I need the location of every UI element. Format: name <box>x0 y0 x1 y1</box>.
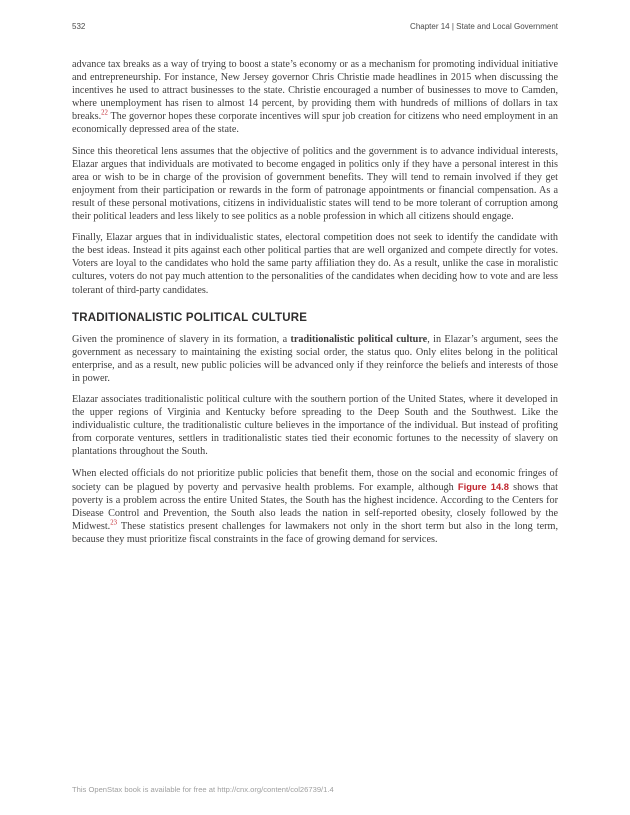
paragraph-electoral-competition <box>72 231 558 296</box>
paragraph-tax-breaks <box>72 58 558 137</box>
figure-14-8-link[interactable]: Figure 14.8 <box>457 480 509 492</box>
page-number: 532 <box>72 22 86 31</box>
footnote-ref-23[interactable]: 23 <box>110 519 117 527</box>
paragraph-text: shows that poverty is a problem across the entire United States, the South has the highest incidence. According to the Centers for Disease Control and Prevention, the South also leads the nation in self-reported obesity, closely followed by the Midwest. <box>72 481 559 532</box>
paragraph-text: The governor hopes these corporate incentives will spur job creation for citizens who need employment in an economically depressed area of the state. <box>72 111 558 136</box>
paragraph-slavery-formation <box>72 333 558 385</box>
paragraph-text: , in Elazar’s argument, sees the government as necessary to maintaining the existing social order, the status quo. Only elites belong in the political enterprise, and as a result, new public policies will be advanced only if they reinforce the beliefs and interests of those in power. <box>72 333 558 384</box>
page-body <box>72 58 558 554</box>
footer-text: This OpenStax book is available for free at http://cnx.org/content/col26739/1.4 <box>72 785 334 794</box>
page-header <box>72 22 558 31</box>
paragraph-text: Finally, Elazar argues that in individualistic states, electoral competition does not seek to identify the candidate with the best ideas. Instead it pits against each other political parties that are well organized and compete directly for votes. Voters are loyal to the candidates who hold the same party affiliation they do. As a result, unlike the case in moralistic cultures, voters do not pay much attention to the personalities of the candidates when deciding how to vote and are less tolerant of third-party candidates. <box>72 232 558 296</box>
footnote-ref-22[interactable]: 22 <box>101 109 108 117</box>
paragraph-text: Given the prominence of slavery in its formation, a <box>72 333 291 345</box>
paragraph-text: When elected officials do not prioritize public policies that benefit them, those on the social and economic fringes of society can be plagued by poverty and pervasive health problems. For example, although <box>72 467 558 493</box>
paragraph-text: Elazar associates traditionalistic political culture with the southern portion of the United States, where it developed in the upper regions of Virginia and Kentucky before spreading to the Deep South and the Southwest. Like the individualistic culture, the traditionalistic culture believes in the importance of the individual. But instead of profiting from corporate ventures, settlers in traditionalistic states tied their economic fortunes to the necessity of slavery on plantations throughout the South. <box>72 394 558 458</box>
paragraph-southern-portion <box>72 393 558 458</box>
chapter-title: Chapter 14 | State and Local Government <box>410 22 558 31</box>
paragraph-text: These statistics present challenges for lawmakers not only in the short term but also in the long term, because they must prioritize fiscal constraints in the face of growing demand for services. <box>72 520 558 545</box>
section-heading: TRADITIONALISTIC POLITICAL CULTURE <box>72 311 308 324</box>
paragraph-elected-officials <box>72 467 558 547</box>
key-term-traditionalistic-political-culture: traditionalistic political culture <box>290 333 428 345</box>
paragraph-text: advance tax breaks as a way of trying to boost a state’s economy or as a mechanism for promoting individual initiative and entrepreneurship. For instance, New Jersey governor Chris Christie made headlines in 2015 when discussing the incentives he used to attract businesses to the state. Christie encouraged a number of businesses to move to Camden, where unemployment has risen to almost 14 percent, by providing them with hundreds of millions of dollars in tax breaks. <box>72 59 558 123</box>
page-footer <box>72 785 558 815</box>
paragraph-text: Since this theoretical lens assumes that the objective of politics and the government is to advance individual interests, Elazar argues that individuals are motivated to become engaged in politics only if they have a personal interest in this area or wish to be in charge of the provision of government benefits. They will tend to remain involved if they get enjoyment from their participation or rewards in the form of patronage appointments or financial compensation. As a result of these personal motivations, citizens in individualistic states will tend to be more tolerant of corruption among their political leaders and less likely to see politics as a noble profession in which all citizens should engage. <box>72 145 558 223</box>
paragraph-theoretical-lens <box>72 145 558 224</box>
